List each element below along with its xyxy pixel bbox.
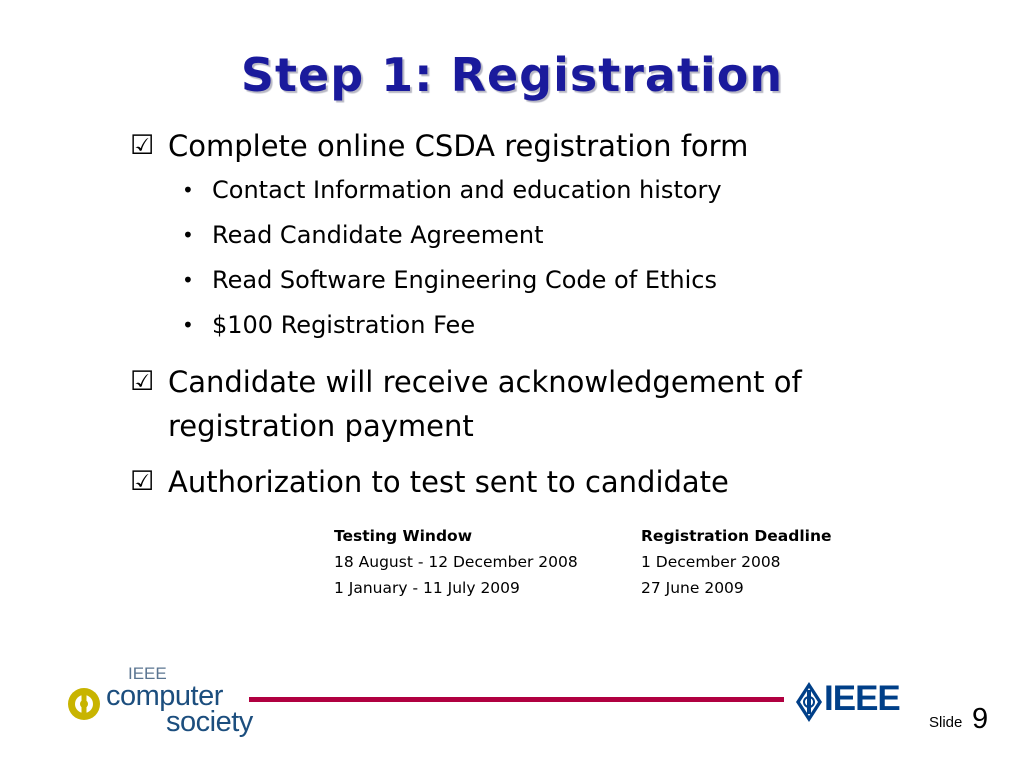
- sub-bullet-1: [130, 168, 990, 213]
- table-row: [334, 575, 832, 601]
- cs-logo-ieee-text: IEEE: [128, 664, 167, 683]
- sub-bullet-2-text: Read Candidate Agreement: [212, 221, 544, 249]
- cs-logo-society-text: society: [166, 706, 253, 738]
- sub-bullet-4: [130, 303, 990, 348]
- checkbox-checked-icon: ☑: [130, 130, 155, 161]
- bullet-dot-icon: •: [182, 313, 194, 337]
- table-cell: 18 August - 12 December 2008: [334, 553, 578, 571]
- sub-bullet-2: [130, 213, 990, 258]
- bullet-2-line2: registration payment: [168, 409, 474, 443]
- table-cell: 1 January - 11 July 2009: [334, 579, 520, 597]
- slide-title: Step 1: Registration: [240, 48, 784, 102]
- bullet-2-line1: Candidate will receive acknowledgement of: [168, 365, 802, 399]
- table-cell: 1 December 2008: [641, 553, 781, 571]
- header-testing-window: Testing Window: [334, 527, 473, 545]
- bullet-list: [130, 124, 990, 504]
- checkbox-checked-icon: ☑: [130, 366, 155, 397]
- sub-bullet-1-text: Contact Information and education history: [212, 176, 722, 204]
- header-registration-deadline: Registration Deadline: [641, 527, 832, 545]
- footer-divider: [249, 697, 784, 702]
- computer-society-emblem-icon: [66, 686, 102, 722]
- bullet-dot-icon: •: [182, 223, 194, 247]
- bullet-3-text: Authorization to test sent to candidate: [168, 465, 729, 499]
- table-header-row: [334, 523, 832, 549]
- sub-bullet-4-text: $100 Registration Fee: [212, 311, 476, 339]
- ieee-logo-text: IEEE: [824, 679, 900, 718]
- slide-label: Slide: [929, 714, 963, 731]
- slide-number: 9: [972, 703, 989, 735]
- bullet-dot-icon: •: [182, 178, 194, 202]
- table-cell: 27 June 2009: [641, 579, 744, 597]
- table-row: [334, 549, 832, 575]
- sub-bullet-3: [130, 258, 990, 303]
- bullet-1: [130, 124, 990, 168]
- bullet-dot-icon: •: [182, 268, 194, 292]
- bullet-2: [130, 360, 990, 448]
- sub-bullet-3-text: Read Software Engineering Code of Ethics: [212, 266, 717, 294]
- bullet-3: [130, 460, 990, 504]
- bullet-1-text: Complete online CSDA registration form: [168, 129, 749, 163]
- cs-logo-computer-text: computer: [106, 680, 223, 712]
- checkbox-checked-icon: ☑: [130, 466, 155, 497]
- testing-schedule-table: [334, 523, 832, 601]
